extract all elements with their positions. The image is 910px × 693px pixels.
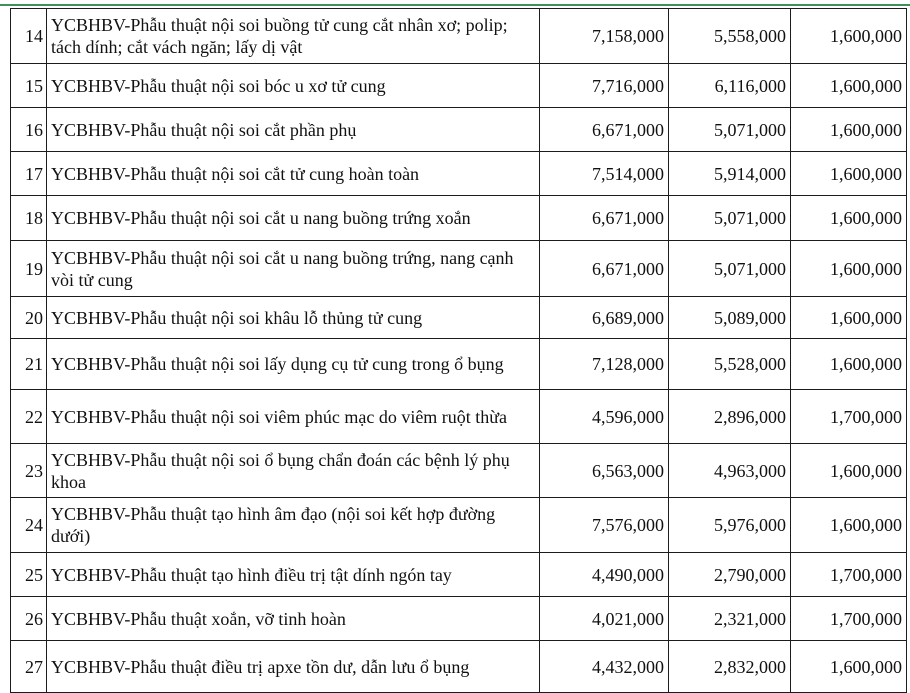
row-number: 19 [11, 241, 47, 297]
price-total: 6,671,000 [540, 196, 669, 241]
price-insured: 2,321,000 [669, 597, 791, 641]
price-total: 7,158,000 [540, 9, 669, 64]
table-row [11, 498, 907, 553]
price-insured: 2,790,000 [669, 553, 791, 597]
row-number: 17 [11, 152, 47, 196]
price-total: 6,689,000 [540, 297, 669, 339]
price-difference: 1,600,000 [791, 339, 907, 390]
table-row [11, 444, 907, 498]
procedure-name: YCBHBV-Phẫu thuật nội soi cắt tử cung hoàn toàn [47, 152, 540, 196]
table-row [11, 339, 907, 390]
procedure-name: YCBHBV-Phẫu thuật điều trị apxe tồn dư, dẫn lưu ổ bụng [47, 641, 540, 693]
top-divider [0, 0, 910, 6]
row-number: 15 [11, 64, 47, 108]
table-row [11, 9, 907, 64]
price-insured: 5,558,000 [669, 9, 791, 64]
price-difference: 1,600,000 [791, 444, 907, 498]
procedure-name: YCBHBV-Phẫu thuật nội soi ổ bụng chẩn đoán các bệnh lý phụ khoa [47, 444, 540, 498]
row-number: 22 [11, 390, 47, 444]
price-difference: 1,700,000 [791, 553, 907, 597]
row-number: 16 [11, 108, 47, 152]
procedure-name: YCBHBV-Phẫu thuật nội soi cắt u nang buồng trứng, nang cạnh vòi tử cung [47, 241, 540, 297]
row-number: 21 [11, 339, 47, 390]
price-total: 7,576,000 [540, 498, 669, 553]
price-difference: 1,600,000 [791, 9, 907, 64]
price-insured: 5,528,000 [669, 339, 791, 390]
price-insured: 5,071,000 [669, 108, 791, 152]
table-row [11, 241, 907, 297]
table-row [11, 553, 907, 597]
table-row [11, 390, 907, 444]
price-difference: 1,600,000 [791, 108, 907, 152]
row-number: 24 [11, 498, 47, 553]
table-row [11, 297, 907, 339]
table-row [11, 64, 907, 108]
table-row [11, 152, 907, 196]
row-number: 25 [11, 553, 47, 597]
price-total: 4,596,000 [540, 390, 669, 444]
price-insured: 5,976,000 [669, 498, 791, 553]
price-difference: 1,700,000 [791, 390, 907, 444]
price-total: 7,128,000 [540, 339, 669, 390]
table-row [11, 108, 907, 152]
surgery-price-table [10, 8, 907, 693]
price-difference: 1,600,000 [791, 196, 907, 241]
price-difference: 1,600,000 [791, 297, 907, 339]
price-difference: 1,600,000 [791, 641, 907, 693]
procedure-name: YCBHBV-Phẫu thuật xoắn, vỡ tinh hoàn [47, 597, 540, 641]
price-total: 6,671,000 [540, 241, 669, 297]
price-insured: 5,071,000 [669, 241, 791, 297]
price-insured: 5,071,000 [669, 196, 791, 241]
procedure-name: YCBHBV-Phẫu thuật nội soi viêm phúc mạc do viêm ruột thừa [47, 390, 540, 444]
price-insured: 5,914,000 [669, 152, 791, 196]
row-number: 20 [11, 297, 47, 339]
table-body [11, 9, 907, 693]
price-insured: 2,896,000 [669, 390, 791, 444]
procedure-name: YCBHBV-Phẫu thuật nội soi bóc u xơ tử cung [47, 64, 540, 108]
row-number: 27 [11, 641, 47, 693]
price-insured: 6,116,000 [669, 64, 791, 108]
price-insured: 5,089,000 [669, 297, 791, 339]
price-difference: 1,600,000 [791, 152, 907, 196]
procedure-name: YCBHBV-Phẫu thuật tạo hình điều trị tật dính ngón tay [47, 553, 540, 597]
price-total: 7,514,000 [540, 152, 669, 196]
price-total: 4,432,000 [540, 641, 669, 693]
table-row [11, 641, 907, 693]
table-row [11, 597, 907, 641]
row-number: 23 [11, 444, 47, 498]
procedure-name: YCBHBV-Phẫu thuật nội soi cắt phần phụ [47, 108, 540, 152]
price-total: 6,671,000 [540, 108, 669, 152]
price-total: 7,716,000 [540, 64, 669, 108]
price-insured: 4,963,000 [669, 444, 791, 498]
procedure-name: YCBHBV-Phẫu thuật nội soi buồng tử cung cắt nhân xơ; polip; tách dính; cắt vách ngăn; lấy dị vật [47, 9, 540, 64]
table-row [11, 196, 907, 241]
row-number: 14 [11, 9, 47, 64]
price-insured: 2,832,000 [669, 641, 791, 693]
price-difference: 1,600,000 [791, 498, 907, 553]
price-total: 6,563,000 [540, 444, 669, 498]
procedure-name: YCBHBV-Phẫu thuật nội soi khâu lỗ thủng tử cung [47, 297, 540, 339]
price-difference: 1,600,000 [791, 241, 907, 297]
price-difference: 1,600,000 [791, 64, 907, 108]
price-difference: 1,700,000 [791, 597, 907, 641]
procedure-name: YCBHBV-Phẫu thuật nội soi cắt u nang buồng trứng xoắn [47, 196, 540, 241]
procedure-name: YCBHBV-Phẫu thuật nội soi lấy dụng cụ tử cung trong ổ bụng [47, 339, 540, 390]
procedure-name: YCBHBV-Phẫu thuật tạo hình âm đạo (nội soi kết hợp đường dưới) [47, 498, 540, 553]
price-total: 4,490,000 [540, 553, 669, 597]
price-total: 4,021,000 [540, 597, 669, 641]
row-number: 26 [11, 597, 47, 641]
row-number: 18 [11, 196, 47, 241]
